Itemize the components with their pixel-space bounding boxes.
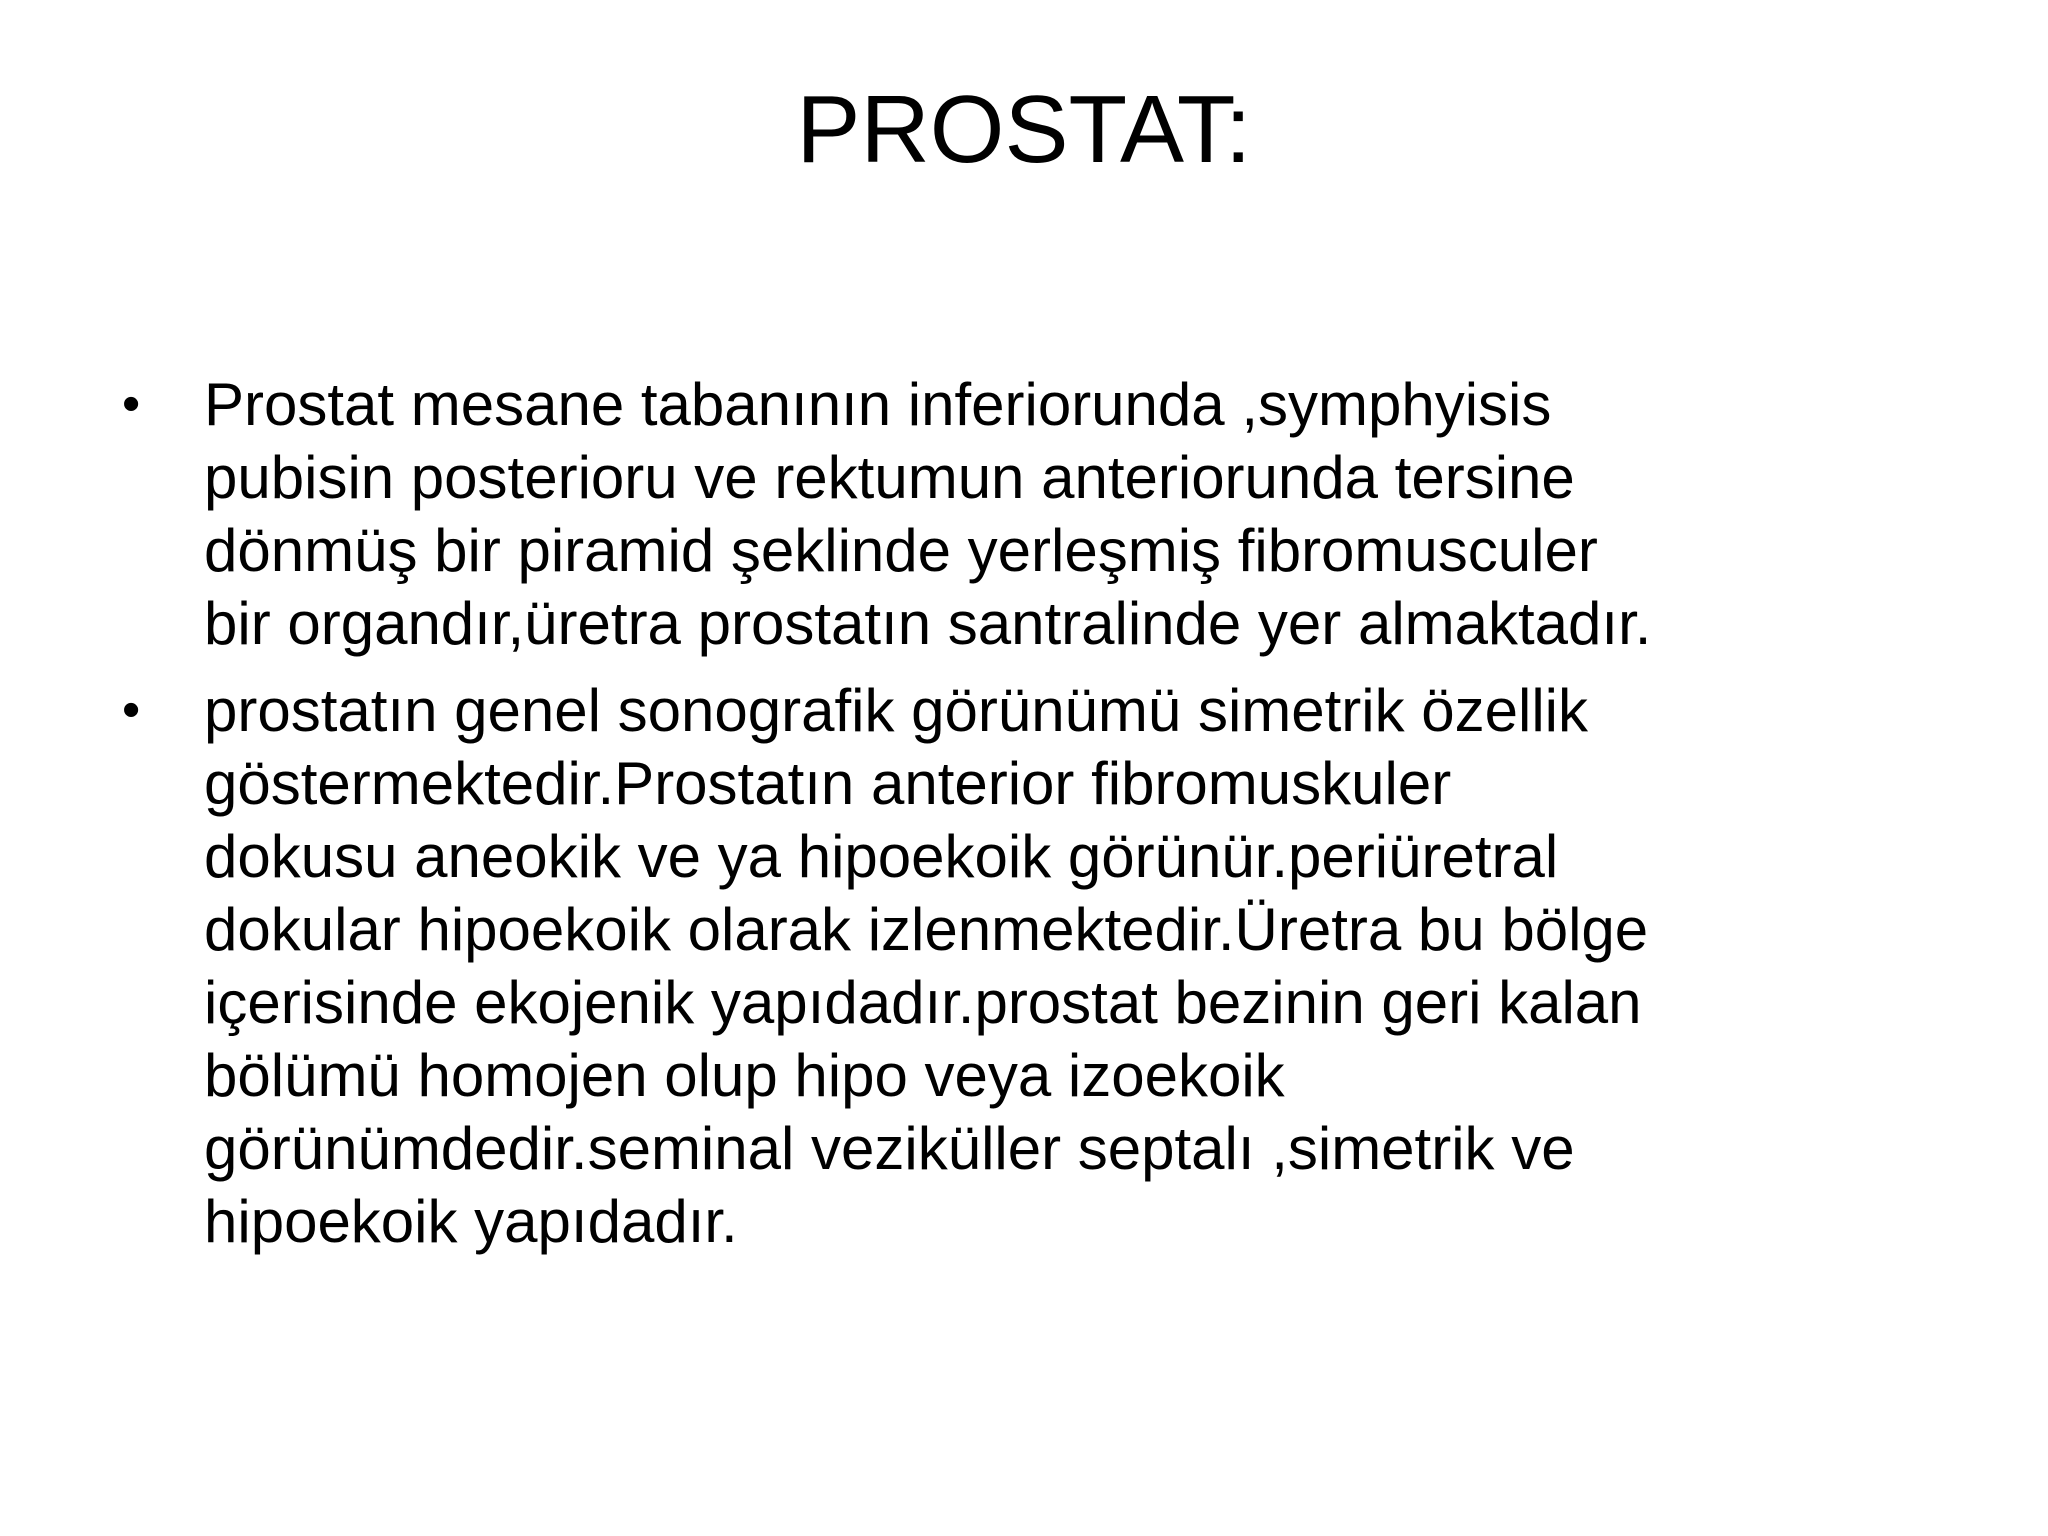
bullet-text: prostatın genel sonografik görünümü simetrik özellik göstermektedir.Prostatın anterior fibromuskuler dokusu aneokik ve ya hipoekoik görünür.periüretral dokular hipoekoik olarak izlenmektedir.Üretra bu bölge içerisinde ekojenik yapıdadır.prostat bezinin geri kalan bölümü homojen olup hipo veya izoekoik görünümdedir.seminal veziküller septalı ,simetrik ve hipoekoik yapıdadır. [204, 677, 1649, 1255]
bullet-icon: • [122, 681, 141, 739]
bullet-icon: • [122, 375, 141, 433]
bullet-text: Prostat mesane tabanının inferiorunda ,symphyisis pubisin posterioru ve rektumun anteriorunda tersine dönmüş bir piramid şeklinde yerleşmiş fibromusculer bir organdır,üretra prostatın santralinde yer almaktadır. [204, 371, 1652, 657]
bullet-item [100, 674, 2000, 1258]
slide-title: PROSTAT: [796, 76, 1252, 183]
bullet-list [100, 368, 2000, 1272]
bullet-item [100, 368, 2000, 660]
